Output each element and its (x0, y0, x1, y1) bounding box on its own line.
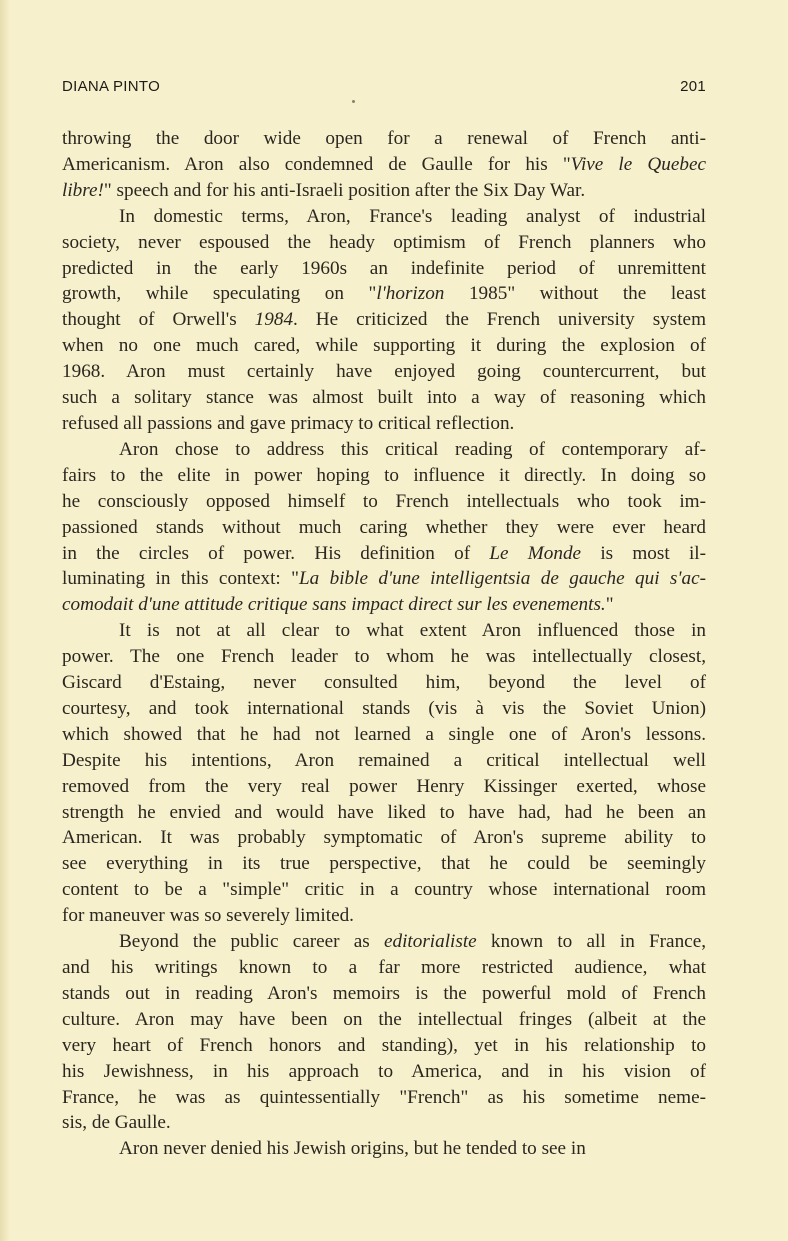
text-run: American. It was probably symptomatic of Aron's supreme ability to (62, 827, 706, 849)
italic-text: comodait d'une attitude critique sans impact direct sur les evenements. (62, 594, 606, 616)
text-line (62, 1085, 706, 1111)
text-run: " speech and for his anti-Israeli position after the Six Day War. (103, 179, 586, 201)
text-run: power. The one French leader to whom he was intellectually closest, (62, 646, 706, 668)
text-run: is most il- (581, 542, 706, 564)
page-number: 201 (680, 78, 706, 95)
text-run: courtesy, and took international stands (vis à vis the Soviet Union) (62, 697, 706, 719)
text-run: predicted in the early 1960s an indefinite period of unremittent (62, 257, 706, 279)
text-run: refused all passions and gave primacy to critical reflection. (62, 412, 515, 434)
text-line (62, 281, 706, 307)
text-line (62, 903, 706, 929)
running-header (62, 78, 706, 95)
author-name: DIANA PINTO (62, 78, 161, 95)
text-line (62, 463, 706, 489)
text-run: " (605, 594, 614, 616)
text-line (62, 256, 706, 282)
text-run: Aron never denied his Jewish origins, but he tended to see in (119, 1138, 586, 1160)
text-line (62, 204, 706, 230)
text-run: It is not at all clear to what extent Aron influenced those in (119, 620, 706, 642)
text-line (62, 1059, 706, 1085)
text-line (62, 411, 706, 437)
text-line (62, 1033, 706, 1059)
text-line (62, 929, 706, 955)
text-line (62, 618, 706, 644)
text-run: fairs to the elite in power hoping to influence it directly. In doing so (62, 464, 706, 486)
text-run: passioned stands without much caring whether they were ever heard (62, 516, 706, 538)
italic-text: libre! (62, 179, 104, 201)
text-run: thought of Orwell's (62, 309, 255, 331)
text-line (62, 126, 706, 152)
text-line (62, 644, 706, 670)
italic-text: Vive le Quebec (570, 153, 706, 175)
text-run: content to be a "simple" critic in a country whose international room (62, 879, 706, 901)
text-line (62, 774, 706, 800)
text-line (62, 178, 706, 204)
text-line (62, 1110, 706, 1136)
text-line (62, 515, 706, 541)
text-run: 1985" without the least (444, 283, 706, 305)
text-line (62, 359, 706, 385)
text-line (62, 566, 706, 592)
page-edge-shadow (0, 0, 10, 1241)
text-run: strength he envied and would have liked to have had, had he been an (62, 801, 706, 823)
text-run: which showed that he had not learned a single one of Aron's lessons. (62, 723, 706, 745)
text-run: society, never espoused the heady optimism of French planners who (62, 231, 706, 253)
text-run: culture. Aron may have been on the intellectual fringes (albeit at the (62, 1008, 706, 1030)
italic-text: La bible d'une intelligentsia de gauche qui s'ac- (298, 568, 706, 590)
italic-text: Le Monde (489, 542, 582, 564)
text-line (62, 877, 706, 903)
text-run: removed from the very real power Henry Kissinger exerted, whose (62, 775, 706, 797)
text-line (62, 800, 706, 826)
text-run: Aron chose to address this critical reading of contemporary af- (119, 438, 706, 460)
text-line (62, 489, 706, 515)
text-line (62, 825, 706, 851)
text-run: sis, de Gaulle. (62, 1112, 171, 1134)
text-run: see everything in its true perspective, that he could be seemingly (62, 853, 706, 875)
text-run: for maneuver was so severely limited. (62, 905, 354, 927)
italic-text: editorialiste (383, 931, 477, 953)
body-text (62, 126, 706, 1162)
text-run: known to all in France, (476, 931, 706, 953)
text-run: his Jewishness, in his approach to America, and in his vision of (62, 1060, 706, 1082)
text-line (62, 152, 706, 178)
text-run: he consciously opposed himself to French intellectuals who took im- (62, 490, 706, 512)
italic-text: l'horizon (376, 283, 445, 305)
text-line (62, 851, 706, 877)
text-line (62, 437, 706, 463)
text-run: . He criticized the French university system (293, 309, 706, 331)
text-run: Americanism. Aron also condemned de Gaulle for his " (62, 153, 571, 175)
text-line (62, 230, 706, 256)
text-line (62, 696, 706, 722)
text-line (62, 722, 706, 748)
text-line (62, 592, 706, 618)
text-run: luminating in this context: " (62, 568, 299, 590)
printer-mark (352, 100, 355, 103)
text-run: 1968. Aron must certainly have enjoyed going countercurrent, but (62, 361, 706, 383)
text-line (62, 1007, 706, 1033)
text-run: Giscard d'Estaing, never consulted him, beyond the level of (62, 672, 706, 694)
text-line (62, 541, 706, 567)
italic-text: 1984 (254, 309, 294, 331)
text-run: very heart of French honors and standing), yet in his relationship to (62, 1034, 706, 1056)
text-line (62, 385, 706, 411)
text-run: in the circles of power. His definition of (62, 542, 490, 564)
text-line (62, 307, 706, 333)
text-line (62, 670, 706, 696)
text-run: France, he was as quintessentially "French" as his sometime neme- (62, 1086, 706, 1108)
text-run: and his writings known to a far more restricted audience, what (62, 957, 706, 978)
text-run: In domestic terms, Aron, France's leading analyst of industrial (119, 205, 706, 227)
text-line (62, 333, 706, 359)
text-run: stands out in reading Aron's memoirs is the powerful mold of French (62, 982, 706, 1004)
text-run: such a solitary stance was almost built into a way of reasoning which (62, 387, 706, 409)
text-line (62, 1136, 706, 1162)
text-run: Despite his intentions, Aron remained a critical intellectual well (62, 749, 706, 771)
text-run: throwing the door wide open for a renewal of French anti- (62, 128, 706, 149)
text-line (62, 955, 706, 981)
text-run: growth, while speculating on " (62, 283, 377, 305)
text-run: Beyond the public career as (119, 931, 384, 953)
text-run: when no one much cared, while supporting it during the explosion of (62, 335, 706, 357)
text-line (62, 748, 706, 774)
text-line (62, 981, 706, 1007)
